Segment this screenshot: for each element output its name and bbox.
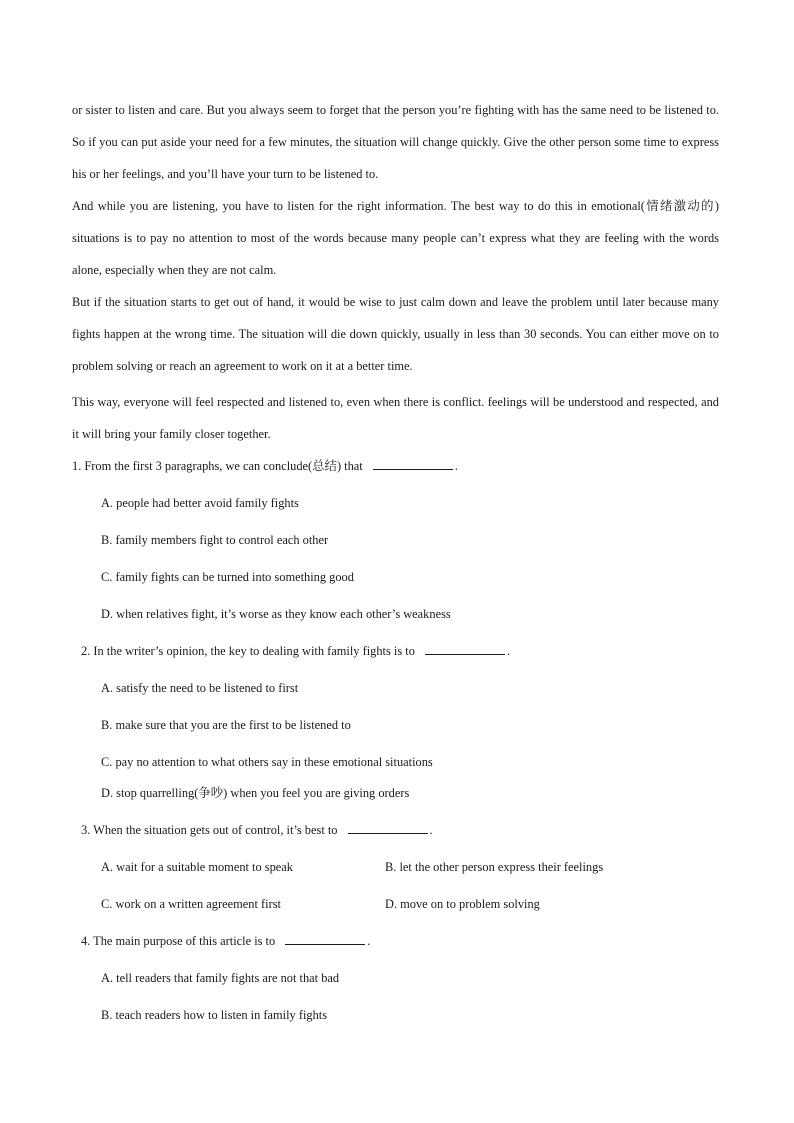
option-1b[interactable]: B. family members fight to control each other	[101, 533, 329, 547]
option-3d[interactable]: D. move on to problem solving	[385, 897, 540, 911]
option-4b[interactable]: B. teach readers how to listen in family fights	[101, 1008, 328, 1022]
option-1d[interactable]: D. when relatives fight, it’s worse as they know each other’s weakness	[101, 607, 451, 621]
option-4a[interactable]: A. tell readers that family fights are not that bad	[101, 971, 340, 985]
question-4	[81, 932, 370, 950]
option-2b[interactable]: B. make sure that you are the first to be listened to	[101, 718, 351, 732]
option-3b[interactable]: B. let the other person express their feelings	[385, 860, 604, 874]
answer-blank[interactable]	[285, 932, 365, 945]
question-stem: 4. The main purpose of this article is to	[81, 934, 276, 948]
question-3	[81, 821, 433, 839]
question-end: .	[367, 934, 371, 948]
question-end: .	[454, 459, 458, 473]
option-2a[interactable]: A. satisfy the need to be listened to first	[101, 681, 299, 695]
question-stem: 3. When the situation gets out of control, it’s best to	[81, 823, 338, 837]
paragraph-2: And while you are listening, you have to listen for the right information. The best way to do this in emotional(情绪激动的) situations is to pay no attention to most of the words because many people can’t express what they are feeling with the words alone, especially when they are not calm.	[72, 199, 719, 277]
paragraph-3: But if the situation starts to get out of hand, it would be wise to just calm down and leave the problem until later because many fights happen at the wrong time. The situation will die down quickly, usually in less than 30 seconds. You can either move on to problem solving or reach an agreement to work on it at a better time.	[72, 295, 719, 373]
option-1a[interactable]: A. people had better avoid family fights	[101, 496, 299, 510]
question-end: .	[429, 823, 433, 837]
option-1c[interactable]: C. family fights can be turned into something good	[101, 570, 354, 584]
question-2	[81, 642, 510, 660]
question-stem: 1. From the first 3 paragraphs, we can conclude(总结) that	[72, 459, 363, 473]
option-2d[interactable]: D. stop quarrelling(争吵) when you feel you are giving orders	[101, 786, 410, 800]
option-2c[interactable]: C. pay no attention to what others say in these emotional situations	[101, 755, 433, 769]
paragraph-1: or sister to listen and care. But you always seem to forget that the person you’re fighting with has the same need to be listened to. So if you can put aside your need for a few minutes, the situation will change quickly. Give the other person some time to express his or her feelings, and you’ll have your turn to be listened to.	[72, 103, 719, 181]
paragraph-4: This way, everyone will feel respected and listened to, even when there is conflict. feelings will be understood and respected, and it will bring your family closer together.	[72, 395, 719, 441]
answer-blank[interactable]	[425, 642, 505, 655]
option-3c[interactable]: C. work on a written agreement first	[101, 897, 281, 911]
question-stem: 2. In the writer’s opinion, the key to dealing with family fights is to	[81, 644, 415, 658]
option-3a[interactable]: A. wait for a suitable moment to speak	[101, 860, 294, 874]
question-1	[72, 457, 458, 475]
question-end: .	[506, 644, 511, 658]
answer-blank[interactable]	[373, 457, 453, 470]
answer-blank[interactable]	[348, 821, 428, 834]
